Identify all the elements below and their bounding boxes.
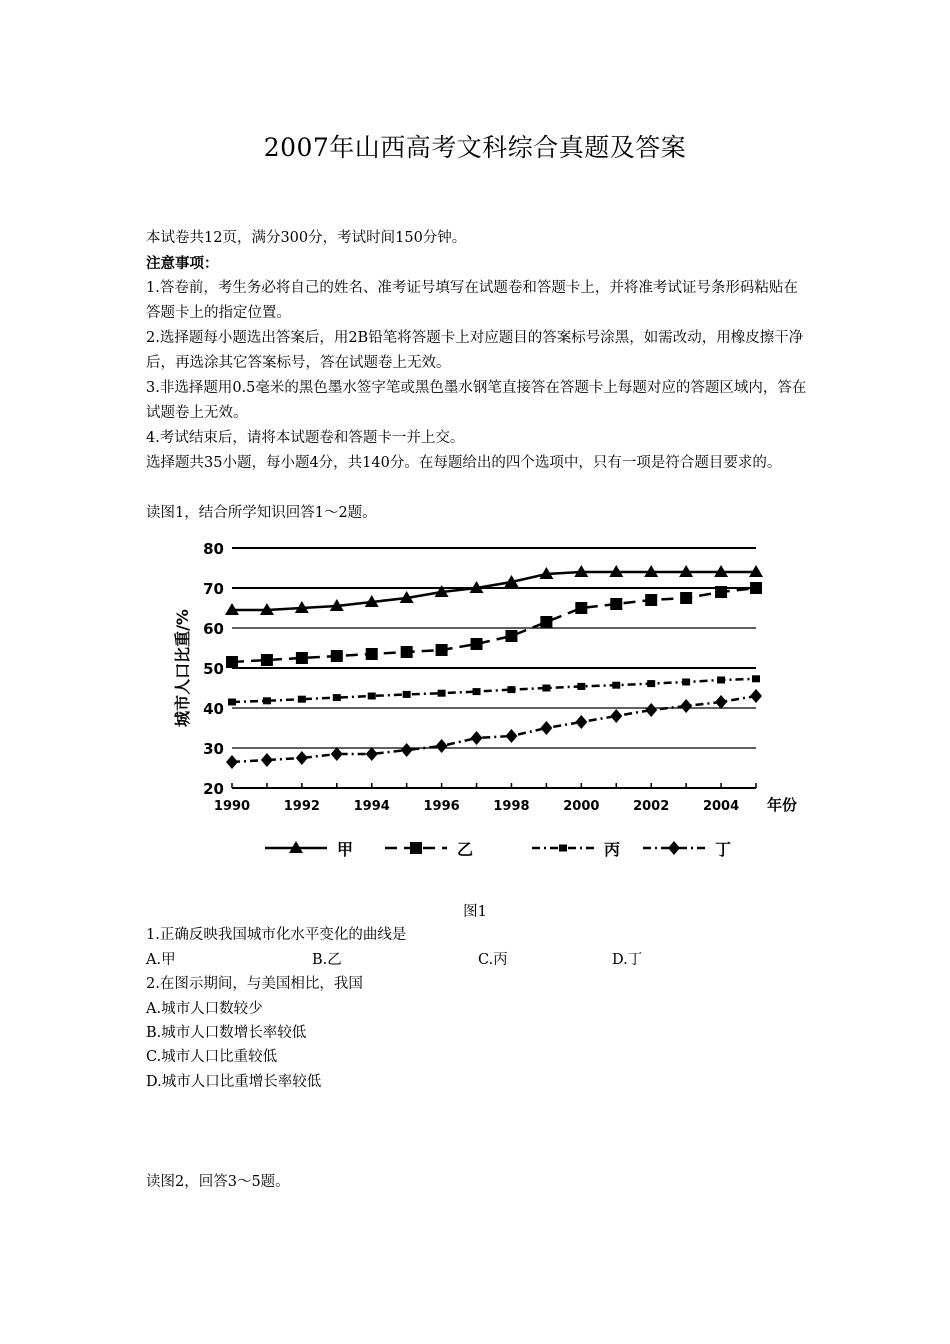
legend-marker-2	[559, 845, 567, 852]
series-line-3	[232, 696, 756, 762]
series-2-point-2003	[682, 679, 690, 686]
series-1-point-1991	[261, 654, 273, 666]
x-tick-label-2002: 2002	[633, 799, 670, 814]
page-title: 2007年山西高考文科综合真题及答案	[263, 133, 687, 162]
series-2-point-1995	[403, 691, 411, 698]
series-3-point-1993	[331, 747, 343, 761]
x-tick-label-1998: 1998	[493, 799, 530, 814]
q1-option-a: A.甲	[146, 952, 176, 968]
series-2-point-1994	[368, 693, 376, 700]
series-1-point-2004	[715, 586, 727, 598]
legend-label-2: 丙	[604, 840, 621, 859]
series-2-point-2004	[717, 677, 725, 684]
series-3-point-2000	[575, 715, 587, 729]
series-2-point-2002	[647, 680, 655, 687]
series-3-point-1998	[505, 729, 517, 743]
series-1-point-1992	[296, 652, 308, 664]
series-1-point-2000	[575, 602, 587, 614]
x-tick-label-1996: 1996	[423, 799, 460, 814]
q1-option-d: D.丁	[612, 952, 643, 968]
mc-instructions: 选择题共35小题，每小题4分，共140分。在每题给出的四个选项中，只有一项是符合题目要求的。	[146, 455, 782, 471]
legend-label-1: 乙	[457, 840, 474, 859]
x-tick-label-2000: 2000	[563, 799, 600, 814]
series-3-point-2004	[715, 695, 727, 709]
series-3-point-1995	[401, 743, 413, 757]
note-1: 1.答卷前，考生务必将自己的姓名、准考证号填写在试题卷和答题卡上，并将准考试证号条形码粘贴在答题卡上的指定位置。	[146, 280, 798, 321]
series-1-point-1995	[401, 646, 413, 658]
note-3: 3.非选择题用0.5毫米的黑色墨水签字笔或黑色墨水钢笔直接答在答题卡上每题对应的答题区域内，答在试题卷上无效。	[146, 380, 807, 421]
q1-option-c: C.丙	[478, 952, 508, 968]
q2-option-a: A.城市人口数较少	[146, 1001, 263, 1017]
q1-option-b: B.乙	[312, 952, 342, 968]
x-tick-label-1994: 1994	[353, 799, 390, 814]
series-3-point-2005	[750, 689, 762, 703]
series-3-point-1999	[540, 721, 552, 735]
series-1-point-1996	[436, 644, 448, 656]
series-3-point-2003	[680, 699, 692, 713]
series-line-2	[232, 679, 756, 702]
x-tick-label-1990: 1990	[213, 799, 251, 814]
legend-marker-1	[410, 842, 422, 854]
x-tick-label-2004: 2004	[702, 799, 740, 814]
legend-label-3: 丁	[715, 840, 732, 859]
series-1-point-2001	[610, 598, 622, 610]
series-2-point-1997	[473, 688, 481, 695]
y-tick-label-80: 80	[203, 540, 224, 558]
y-tick-label-30: 30	[203, 740, 224, 758]
x-tick-label-1992: 1992	[283, 799, 320, 814]
series-2-point-2000	[577, 683, 585, 690]
series-2-point-1990	[228, 699, 236, 706]
series-1-point-1994	[366, 648, 378, 660]
y-tick-label-50: 50	[203, 660, 224, 678]
series-3-point-1990	[226, 755, 238, 769]
series-1-point-1997	[471, 638, 483, 650]
series-2-point-1998	[507, 686, 515, 693]
series-3-point-2002	[645, 703, 657, 717]
series-3-point-1996	[436, 739, 448, 753]
question-2-stem: 2.在图示期间，与美国相比，我国	[146, 976, 363, 992]
series-3-point-2001	[610, 709, 622, 723]
y-tick-label-20: 20	[203, 780, 224, 798]
series-2-point-1999	[542, 685, 550, 692]
read-figure-2: 读图2，回答3～5题。	[146, 1174, 290, 1190]
y-axis-label: 城市人口比重/%	[173, 609, 192, 727]
q2-option-c: C.城市人口比重较低	[146, 1049, 278, 1065]
figure-1-line-chart	[160, 530, 800, 870]
series-2-point-1993	[333, 694, 341, 701]
y-tick-label-70: 70	[203, 580, 224, 598]
chart-legend	[265, 840, 731, 859]
read-figure-1: 读图1，结合所学知识回答1～2题。	[146, 505, 377, 521]
series-1-point-2005	[750, 582, 762, 594]
series-line-0	[232, 572, 756, 610]
q2-option-d: D.城市人口比重增长率较低	[146, 1074, 322, 1090]
y-tick-label-40: 40	[203, 700, 224, 718]
series-1-point-1990	[226, 656, 238, 668]
legend-label-0: 甲	[337, 840, 354, 859]
series-2-point-1996	[438, 690, 446, 697]
series-1-point-1993	[331, 650, 343, 662]
series-2-point-1991	[263, 697, 271, 704]
q2-option-b: B.城市人口数增长率较低	[146, 1025, 307, 1041]
notice-heading: 注意事项：	[146, 255, 219, 272]
series-3-point-1991	[261, 753, 273, 767]
question-1-stem: 1.正确反映我国城市化水平变化的曲线是	[146, 927, 407, 943]
chart-axes	[173, 540, 797, 814]
series-1-point-2003	[680, 592, 692, 604]
series-2-point-1992	[298, 696, 306, 703]
series-3-point-1997	[471, 731, 483, 745]
exam-intro: 本试卷共12页，满分300分，考试时间150分钟。	[146, 230, 467, 246]
legend-marker-3	[668, 841, 680, 855]
series-1-point-1999	[540, 616, 552, 628]
y-tick-label-60: 60	[203, 620, 224, 638]
series-line-1	[232, 588, 756, 662]
series-3-point-1992	[296, 751, 308, 765]
series-2-point-2005	[752, 675, 760, 682]
series-2-point-2001	[612, 682, 620, 689]
series-1-point-1998	[505, 630, 517, 642]
x-axis-label: 年份	[766, 796, 798, 814]
note-4: 4.考试结束后，请将本试题卷和答题卡一并上交。	[146, 430, 465, 446]
figure-1-caption: 图1	[463, 904, 487, 920]
note-2: 2.选择题每小题选出答案后，用2B铅笔将答题卡上对应题目的答案标号涂黑，如需改动，用橡皮擦干净后，再选涂其它答案标号，答在试题卷上无效。	[146, 330, 804, 371]
series-3-point-1994	[366, 747, 378, 761]
series-1-point-2002	[645, 594, 657, 606]
